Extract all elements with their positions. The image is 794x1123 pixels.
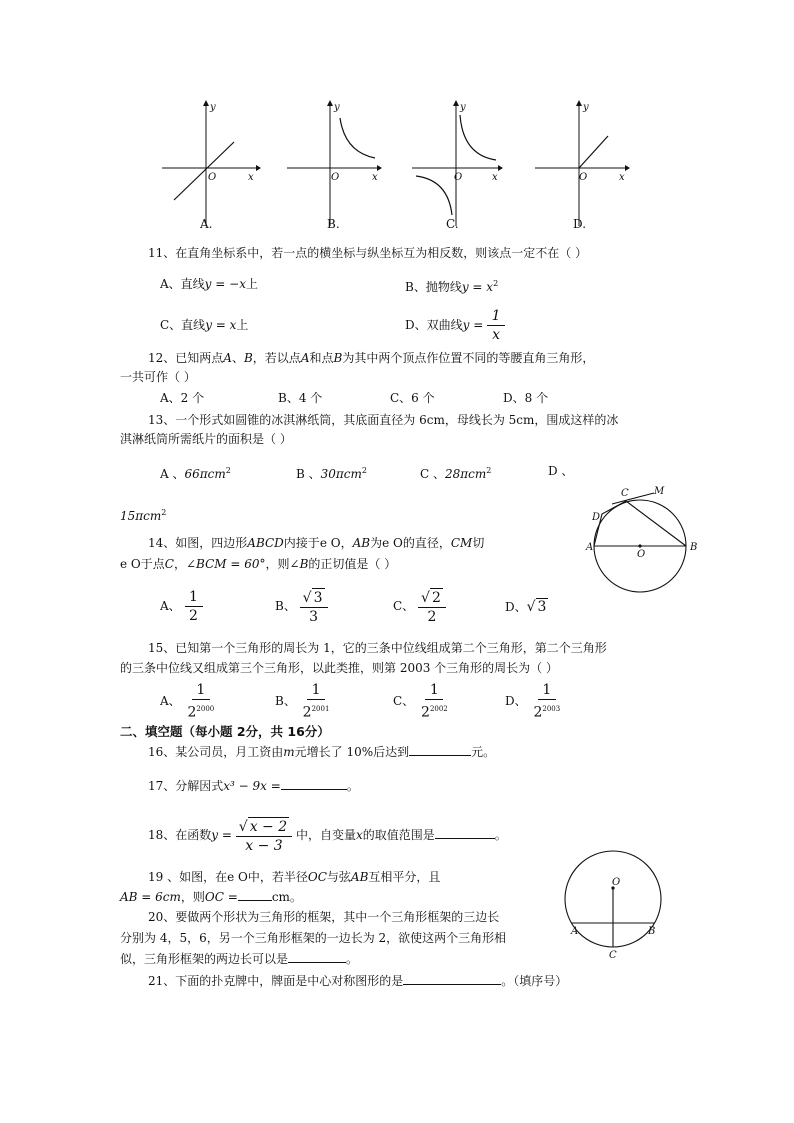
origin-label: O bbox=[454, 172, 463, 183]
y-axis-arrow bbox=[576, 100, 582, 106]
q11-a-label: A、直线 bbox=[160, 277, 205, 291]
q20-answer-blank[interactable] bbox=[288, 951, 346, 963]
q11-d-lhs: y = bbox=[462, 318, 484, 332]
q15-line1: 15、已知第一个三角形的周长为 1，它的三条中位线组成第二个三角形，第二个三角形 bbox=[148, 641, 607, 655]
q17: 17、分解因式x³ − 9x = 。 bbox=[148, 779, 359, 793]
q13-option-a: A 、66πcm$^2$ bbox=[160, 466, 231, 481]
q15-b-fraction: $\frac{1}{2^{2001}}$ bbox=[302, 682, 330, 721]
q12-line1: 12、已知两点A、B，若以点A和点B为其中两个顶点作位置不同的等腰直角三角形， bbox=[148, 351, 595, 365]
q14-c-fraction: $\frac{√ 2}{2}$ bbox=[418, 588, 446, 626]
q21: 21、下面的扑克牌中，牌面是中心对称图形的是 。（填序号） bbox=[148, 974, 568, 988]
q15-a-fraction: $\frac{1}{2^{2000}}$ bbox=[187, 682, 215, 721]
x-axis-arrow bbox=[377, 165, 382, 171]
x-label: x bbox=[248, 172, 254, 183]
q13-option-d-value: 15πcm$^2$ bbox=[120, 508, 167, 523]
hyperbola-branch-lower bbox=[416, 176, 452, 215]
q14-label-c: C bbox=[621, 488, 629, 499]
option-label-c: C. bbox=[446, 217, 459, 231]
q11-c-tail: 上 bbox=[236, 318, 249, 332]
y-label: y bbox=[460, 102, 466, 113]
q19-label-o: O bbox=[612, 877, 621, 888]
x-label: x bbox=[372, 172, 378, 183]
q15-option-d: D、 $\frac{1}{2^{2003}}$ bbox=[505, 680, 563, 722]
q14-center-dot bbox=[638, 544, 641, 547]
x-axis-arrow bbox=[625, 165, 630, 171]
q14-label-b: B bbox=[690, 542, 698, 553]
x-label: x bbox=[619, 172, 625, 183]
q11-b-sup: 2 bbox=[493, 279, 499, 288]
q14-option-c: C、 $\frac{√ 2}{2}$ bbox=[393, 585, 446, 627]
q19-line1: 19 、如图，在e O中，若半径OC与弦AB互相平分，且 bbox=[148, 870, 441, 884]
q16-answer-blank[interactable] bbox=[409, 744, 471, 756]
q11-option-a bbox=[160, 276, 258, 292]
q11-d-fraction: $\frac{1}{x}$ bbox=[487, 307, 505, 344]
graph-line bbox=[174, 142, 234, 200]
q11-c-expr: y = x bbox=[205, 318, 237, 332]
q12-option-b: B、4 个 bbox=[278, 391, 323, 405]
y-axis-arrow bbox=[203, 100, 209, 106]
q14-label-d: D bbox=[592, 512, 601, 523]
q13-line1: 13、一个形式如圆锥的冰淇淋纸筒，其底面直径为 6cm，母线长为 5cm，围成这样的冰 bbox=[148, 413, 619, 427]
q14-option-b: B、 $\frac{√ 3}{3}$ bbox=[275, 585, 328, 627]
q19-label-b: B bbox=[648, 926, 656, 937]
option-label-d: D. bbox=[573, 217, 587, 231]
q14-line2: e O于点C，∠BCM = 60°，则∠B的正切值是（ ） bbox=[120, 557, 397, 571]
y-label: y bbox=[210, 102, 216, 113]
origin-label: O bbox=[331, 172, 340, 183]
q13-option-d-label: D 、 bbox=[548, 464, 574, 478]
q14-a-fraction: $\frac{1}{2}$ bbox=[185, 588, 203, 625]
q17-answer-blank[interactable] bbox=[281, 778, 347, 790]
q19-label-c: C bbox=[609, 950, 617, 961]
q12-option-c: C、6 个 bbox=[390, 391, 435, 405]
q14-tangent-cm bbox=[612, 493, 654, 504]
q12-line2: 一共可作（ ） bbox=[120, 370, 196, 384]
hyperbola-branch bbox=[340, 118, 375, 158]
q14-option-d: D、√ 3 bbox=[505, 599, 547, 615]
q11-option-b bbox=[405, 276, 498, 295]
option-label-a: A. bbox=[200, 217, 213, 231]
q13-option-c: C 、28πcm$^2$ bbox=[420, 466, 492, 481]
y-label: y bbox=[583, 102, 589, 113]
q14-quadrilateral bbox=[594, 501, 686, 546]
q12-option-d: D、8 个 bbox=[503, 391, 549, 405]
q11-b-label: B、抛物线 bbox=[405, 280, 462, 294]
q15-option-b: B、 $\frac{1}{2^{2001}}$ bbox=[275, 680, 332, 722]
q14-label-a: A bbox=[586, 542, 594, 553]
graph-option-a bbox=[160, 100, 260, 230]
q21-answer-blank[interactable] bbox=[403, 973, 501, 985]
q14-line1: 14、如图，四边形ABCD内接于e O，AB为e O的直径，CM切 bbox=[148, 536, 485, 550]
q16: 16、某公司员，月工资由m元增长了 10%后达到 元。 bbox=[148, 745, 496, 759]
q19-label-a: A bbox=[571, 926, 579, 937]
q13-option-b: B 、30πcm$^2$ bbox=[296, 466, 367, 481]
q15-c-fraction: $\frac{1}{2^{2002}}$ bbox=[421, 682, 448, 721]
q15-option-a: A、 $\frac{1}{2^{2000}}$ bbox=[160, 680, 217, 722]
q12-option-a: A、2 个 bbox=[160, 391, 205, 405]
origin-label: O bbox=[208, 172, 217, 183]
q19-figure bbox=[562, 850, 672, 960]
q14-label-m: M bbox=[654, 486, 665, 497]
q18-fraction: $\frac{√ x - 2}{x - 3}$ bbox=[236, 817, 292, 855]
q11-a-expr: y = −x bbox=[204, 277, 246, 291]
q18: 18、在函数y = $\frac{√ x - 2}{x - 3}$ 中，自变量x的取值范围是 。 bbox=[148, 818, 507, 854]
graph-option-c bbox=[410, 100, 510, 230]
origin-label: O bbox=[579, 172, 588, 183]
q15-option-c: C、 $\frac{1}{2^{2002}}$ bbox=[393, 680, 451, 722]
q11-stem: 11、在直角坐标系中，若一点的横坐标与纵坐标互为相反数，则该点一定不在（ ） bbox=[148, 246, 588, 260]
q14-figure bbox=[588, 480, 708, 600]
x-axis-arrow bbox=[256, 165, 261, 171]
q19-line2: AB = 6cm，则OC = cm。 bbox=[120, 890, 302, 904]
q13-line2: 淇淋纸筒所需纸片的面积是（ ） bbox=[120, 432, 292, 446]
graph-option-d bbox=[533, 100, 633, 230]
graph-ray bbox=[579, 136, 608, 168]
q20-line2: 分别为 4，5，6，另一个三角形框架的一边长为 2，欲使这两个三角形相 bbox=[120, 931, 507, 945]
option-label-b: B. bbox=[327, 217, 340, 231]
q14-b-fraction: $\frac{√ 3}{3}$ bbox=[300, 588, 328, 626]
q19-answer-blank[interactable] bbox=[238, 889, 272, 901]
hyperbola-branch-upper bbox=[460, 115, 496, 160]
x-label: x bbox=[492, 172, 498, 183]
q11-d-label: D、双曲线 bbox=[405, 318, 463, 332]
q14-option-a: A、 $\frac{1}{2}$ bbox=[160, 585, 203, 627]
x-axis-arrow bbox=[498, 165, 503, 171]
y-axis-arrow bbox=[327, 100, 333, 106]
q11-option-c bbox=[160, 317, 248, 333]
y-label: y bbox=[334, 102, 340, 113]
q11-b-expr: y = x bbox=[461, 280, 494, 294]
q18-answer-blank[interactable] bbox=[435, 827, 495, 839]
q11-a-tail: 上 bbox=[245, 277, 258, 291]
graph-option-b bbox=[285, 100, 385, 230]
q11-c-label: C、直线 bbox=[160, 318, 206, 332]
q15-line2: 的三条中位线又组成第三个三角形，以此类推，则第 2003 个三角形的周长为（ ） bbox=[120, 661, 558, 675]
q11-option-d bbox=[405, 305, 505, 345]
q14-label-o: O bbox=[637, 549, 646, 560]
q20-line3: 似，三角形框架的两边长可以是 。 bbox=[120, 952, 359, 966]
y-axis-arrow bbox=[453, 100, 459, 106]
section-2-title: 二、填空题（每小题 2分，共 16分） bbox=[120, 724, 330, 739]
q20-line1: 20、要做两个形状为三角形的框架，其中一个三角形框架的三边长 bbox=[148, 910, 500, 924]
q15-d-fraction: $\frac{1}{2^{2003}}$ bbox=[533, 682, 561, 721]
